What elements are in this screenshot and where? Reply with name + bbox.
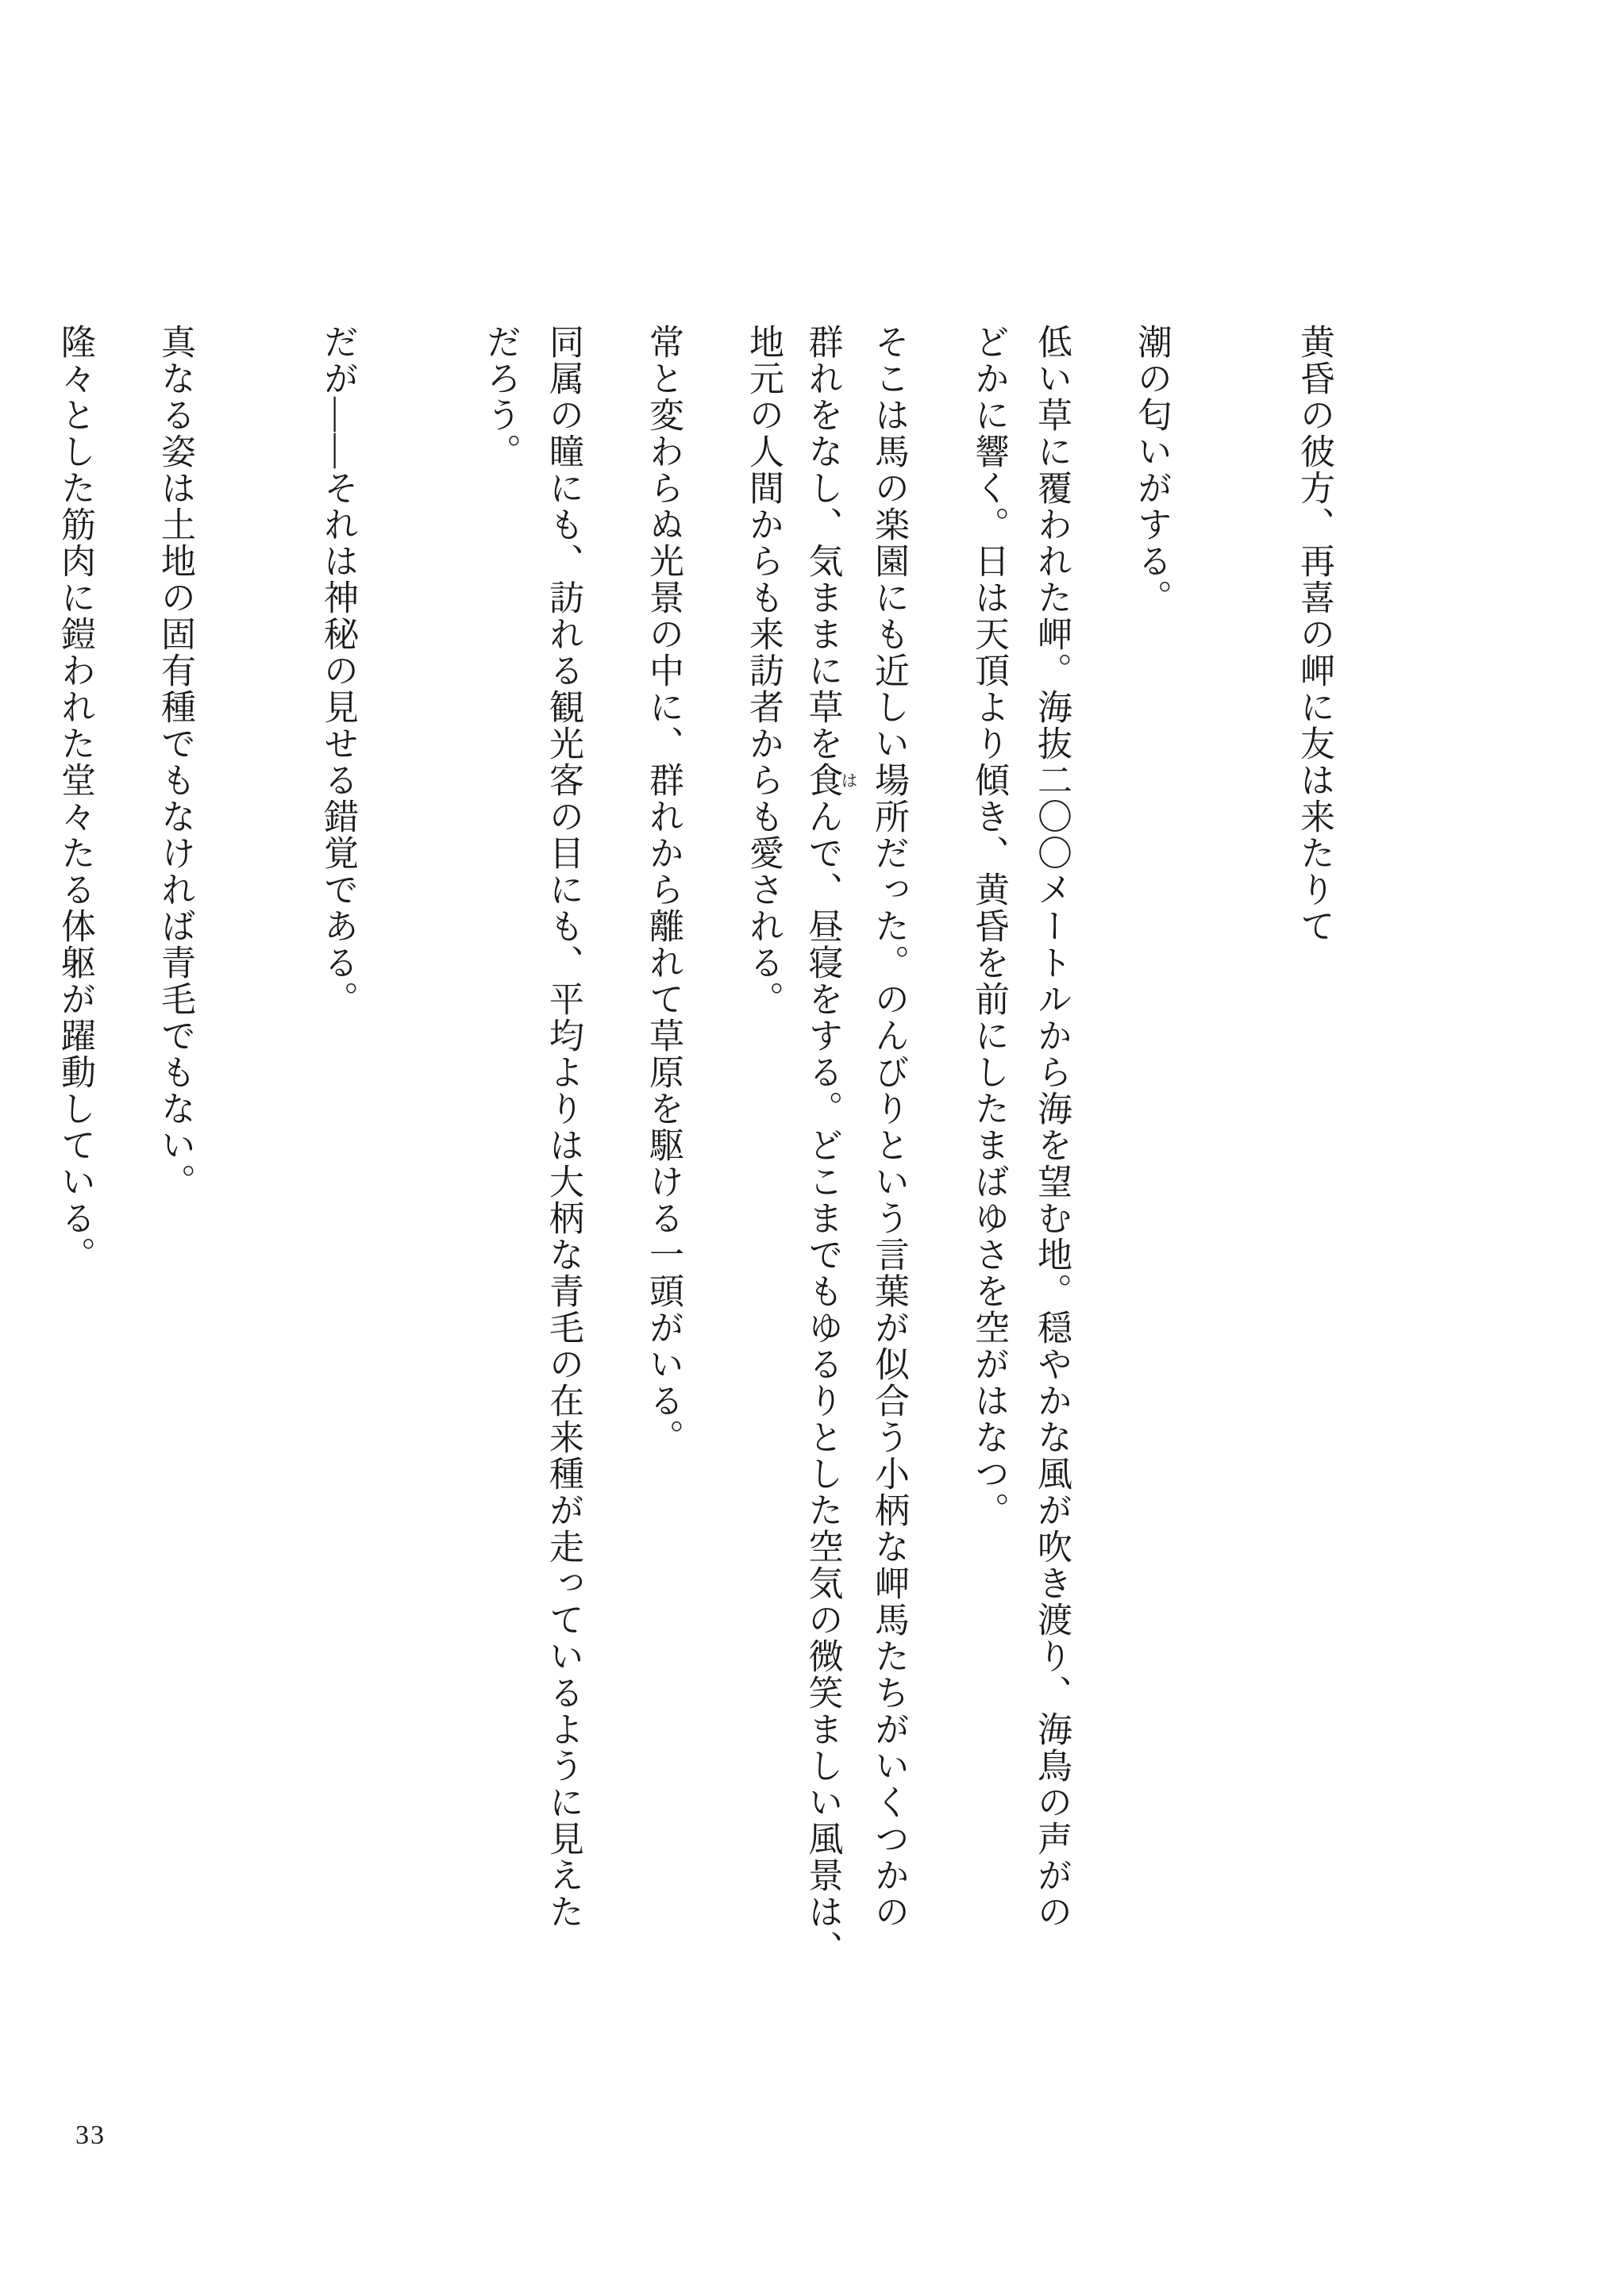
blank-line bbox=[406, 324, 469, 2002]
furigana-text: は bbox=[839, 762, 858, 798]
blank-line bbox=[244, 324, 306, 2002]
blank-line bbox=[1220, 324, 1283, 2002]
text-line: 隆々とした筋肉に鎧われた堂々たる体躯が躍動している。 bbox=[56, 324, 94, 1273]
text-line: そこは馬の楽園にも近しい場所だった。のんびりという言葉が似合う小柄な岬馬たちがいくつかの bbox=[869, 324, 908, 1930]
text-line: 低い草に覆われた岬。海抜二〇〇メートルから海を望む地。穏やかな風が吹き渡り、海鳥の声がの bbox=[1032, 324, 1071, 1930]
furigana-ruby: 食は bbox=[803, 762, 858, 798]
text-line: 地元の人間からも来訪者からも愛される。 bbox=[744, 324, 783, 1017]
text-line: 真なる姿は土地の固有種でもなければ青毛でもない。 bbox=[156, 324, 194, 1200]
text-line: だろう。 bbox=[481, 324, 520, 470]
text-line bbox=[0, 324, 44, 1965]
text-line: だが――それは神秘の見せる錯覚である。 bbox=[318, 324, 357, 1017]
vertical-text-block bbox=[0, 324, 1383, 2002]
page-number: 33 bbox=[75, 2121, 106, 2150]
text-line: 常と変わらぬ光景の中に、群れから離れて草原を駆ける一頭がいる。 bbox=[644, 324, 683, 1456]
text-line: 同属の瞳にも、訪れる観光客の目にも、平均よりは大柄な青毛の在来種が走っているように見えた bbox=[544, 324, 583, 1930]
text-line: 群れをなし、気ままに草を食はんで、昼寝をする。どこまでもゆるりとした空気の微笑ましい風景は、 bbox=[803, 324, 858, 1967]
text-line: どかに響く。日は天頂より傾き、黄昏を前にしたまばゆさを空がはなつ。 bbox=[969, 324, 1008, 1529]
chapter-title-line: 黄昏の彼方、再喜の岬に友は来たりて bbox=[1295, 324, 1334, 944]
text-line: 潮の匂いがする。 bbox=[1132, 324, 1171, 616]
